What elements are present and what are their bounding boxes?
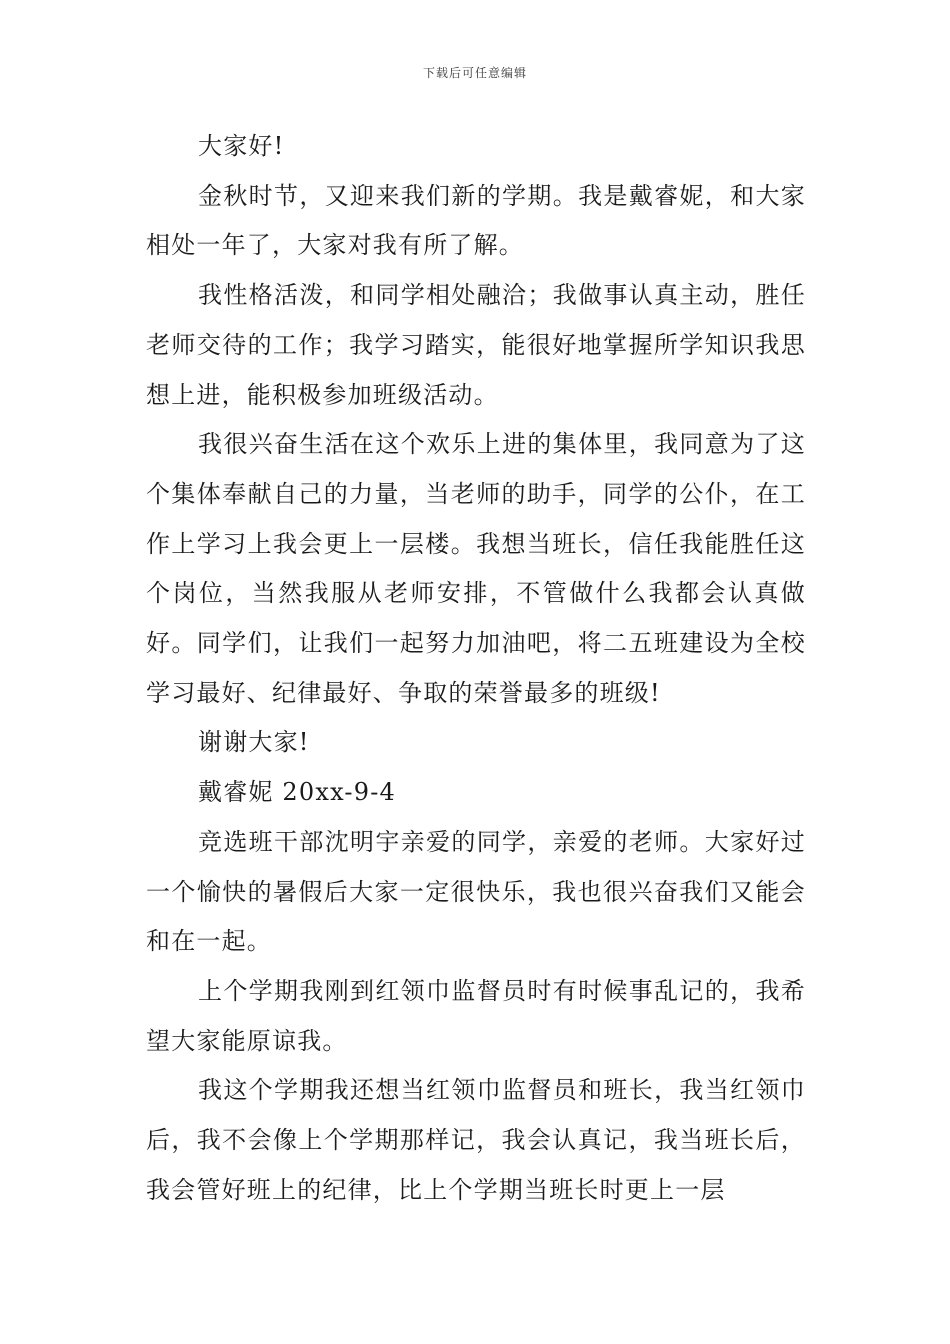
page-header-note: 下载后可任意编辑	[422, 66, 527, 80]
document-body	[146, 122, 806, 1215]
paragraph-personality: 我性格活泼，和同学相处融洽；我做事认真主动，胜任老师交待的工作；我学习踏实，能很好地掌握所学知识我思想上进，能积极参加班级活动。	[146, 281, 806, 409]
paragraph-apology: 上个学期我刚到红领巾监督员时有时候事乱记的，我希望大家能原谅我。	[146, 976, 806, 1055]
paragraph-plan: 我这个学期我还想当红领巾监督员和班长，我当红领巾后，我不会像上个学期那样记，我会认真记，我当班长后，我会管好班上的纪律，比上个学期当班长时更上一层	[146, 1076, 806, 1204]
paragraph-second-speech-intro: 竞选班干部沈明宇亲爱的同学，亲爱的老师。大家好过一个愉快的暑假后大家一定很快乐，我也很兴奋我们又能会和在一起。	[146, 827, 806, 956]
paragraph-greeting: 大家好!	[198, 132, 285, 160]
paragraph-signature: 戴睿妮 20xx-9-4	[198, 778, 396, 807]
paragraph-intro: 金秋时节，又迎来我们新的学期。我是戴睿妮，和大家相处一年了，大家对我有所了解。	[146, 181, 806, 260]
paragraph-thanks: 谢谢大家!	[198, 728, 310, 757]
paragraph-commitment: 我很兴奋生活在这个欢乐上进的集体里，我同意为了这个集体奉献自己的力量，当老师的助手，同学的公仆，在工作上学习上我会更上一层楼。我想当班长，信任我能胜任这个岗位，当然我服从老师安排，不管做什么我都会认真做好。同学们，让我们一起努力加油吧，将二五班建设为全校学习最好、纪律最好、争取的荣誉最多的班级!	[146, 430, 806, 707]
